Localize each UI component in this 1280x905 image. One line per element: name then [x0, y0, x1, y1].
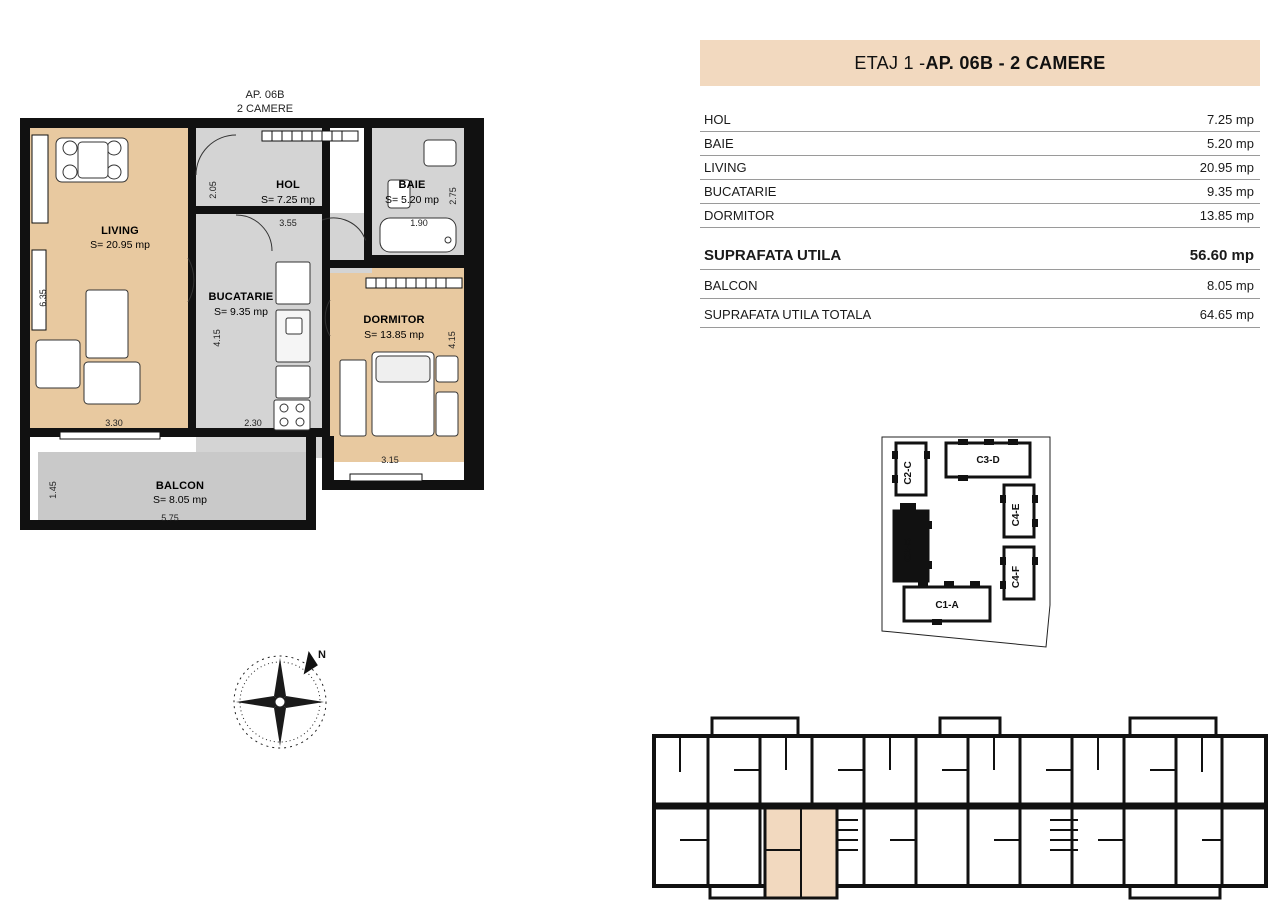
block-c2-c — [892, 443, 930, 495]
compass-rose — [222, 640, 342, 760]
floor-plan-drawing — [0, 0, 660, 620]
room-name-living: LIVING — [101, 225, 139, 237]
block-c3-d — [946, 439, 1030, 481]
block-label: C3-D — [976, 455, 1000, 466]
spacer — [700, 228, 1260, 238]
area-label: BAIE — [700, 132, 1092, 156]
room-name-dormitor: DORMITOR — [363, 314, 425, 326]
area-value: 9.35 mp — [1092, 180, 1260, 204]
compass-north-label: N — [318, 649, 326, 661]
site-key-plan — [880, 435, 1060, 650]
table-row — [700, 156, 1260, 180]
utila-value: 56.60 mp — [1092, 238, 1260, 270]
areas-table — [700, 108, 1260, 328]
dim-balcon-h: 5.75 — [161, 513, 179, 523]
table-row-total — [700, 298, 1260, 327]
floor-key-plan — [650, 710, 1270, 900]
table-row — [700, 180, 1260, 204]
block-label: C2-B — [903, 538, 914, 562]
block-label: C4-E — [1011, 503, 1022, 527]
room-name-hol: HOL — [276, 179, 300, 191]
area-value: 5.20 mp — [1092, 132, 1260, 156]
table-row — [700, 108, 1260, 132]
area-value: 20.95 mp — [1092, 156, 1260, 180]
plan-title-main: AP. 06B - 2 CAMERE — [925, 52, 1106, 73]
plan-title — [700, 40, 1260, 86]
block-c1-a — [904, 581, 990, 625]
bucatarie-furniture — [274, 262, 310, 430]
block-c4-e — [1000, 485, 1038, 537]
info-panel — [700, 40, 1260, 328]
utila-label: SUPRAFATA UTILA — [700, 238, 1092, 270]
balcon-label: BALCON — [700, 269, 1092, 298]
dim-dormitor-h: 3.15 — [381, 455, 399, 465]
table-row — [700, 204, 1260, 228]
area-value: 7.25 mp — [1092, 108, 1260, 132]
highlighted-apartment — [765, 808, 837, 898]
area-label: LIVING — [700, 156, 1092, 180]
table-row-balcon — [700, 269, 1260, 298]
balcon-value: 8.05 mp — [1092, 269, 1260, 298]
apartment-tag-line2: 2 CAMERE — [236, 103, 294, 115]
room-area-dormitor: S= 13.85 mp — [364, 329, 424, 341]
area-value: 13.85 mp — [1092, 204, 1260, 228]
dim-dormitor-v: 4.15 — [447, 331, 457, 349]
block-c4-f — [1000, 547, 1038, 599]
room-area-bucatarie: S= 9.35 mp — [214, 306, 268, 318]
dim-bucatarie-v: 4.15 — [212, 329, 222, 347]
block-c2-b-highlighted — [894, 503, 932, 581]
room-area-living: S= 20.95 mp — [90, 239, 150, 251]
table-row — [700, 132, 1260, 156]
area-label: HOL — [700, 108, 1092, 132]
dim-baie-h: 1.90 — [410, 218, 428, 228]
room-area-baie: S= 5.20 mp — [385, 194, 439, 206]
dim-hol-v: 2.05 — [208, 181, 218, 199]
block-label: C1-A — [935, 600, 959, 611]
dim-living-h: 3.30 — [105, 418, 123, 428]
total-label: SUPRAFATA UTILA TOTALA — [700, 298, 1092, 327]
room-name-bucatarie: BUCATARIE — [208, 291, 274, 303]
plan-title-prefix: ETAJ 1 - — [854, 52, 926, 73]
area-label: DORMITOR — [700, 204, 1092, 228]
room-area-hol: S= 7.25 mp — [261, 194, 315, 206]
apartment-tag-line1: AP. 06B — [245, 89, 285, 101]
dim-living-v: 6.35 — [38, 289, 48, 307]
dormitor-furniture — [340, 352, 458, 436]
area-label: BUCATARIE — [700, 180, 1092, 204]
room-name-baie: BAIE — [398, 179, 426, 191]
block-label: C4-F — [1011, 565, 1022, 589]
room-area-balcon: S= 8.05 mp — [153, 494, 207, 506]
dim-baie-v: 2.75 — [448, 187, 458, 205]
room-name-balcon: BALCON — [155, 480, 205, 492]
dim-balcon-v: 1.45 — [48, 481, 58, 499]
dim-bucatarie-h: 2.30 — [244, 418, 262, 428]
table-row-utila — [700, 238, 1260, 270]
dim-hol-h: 3.55 — [279, 218, 297, 228]
total-value: 64.65 mp — [1092, 298, 1260, 327]
block-label: C2-C — [903, 461, 914, 485]
